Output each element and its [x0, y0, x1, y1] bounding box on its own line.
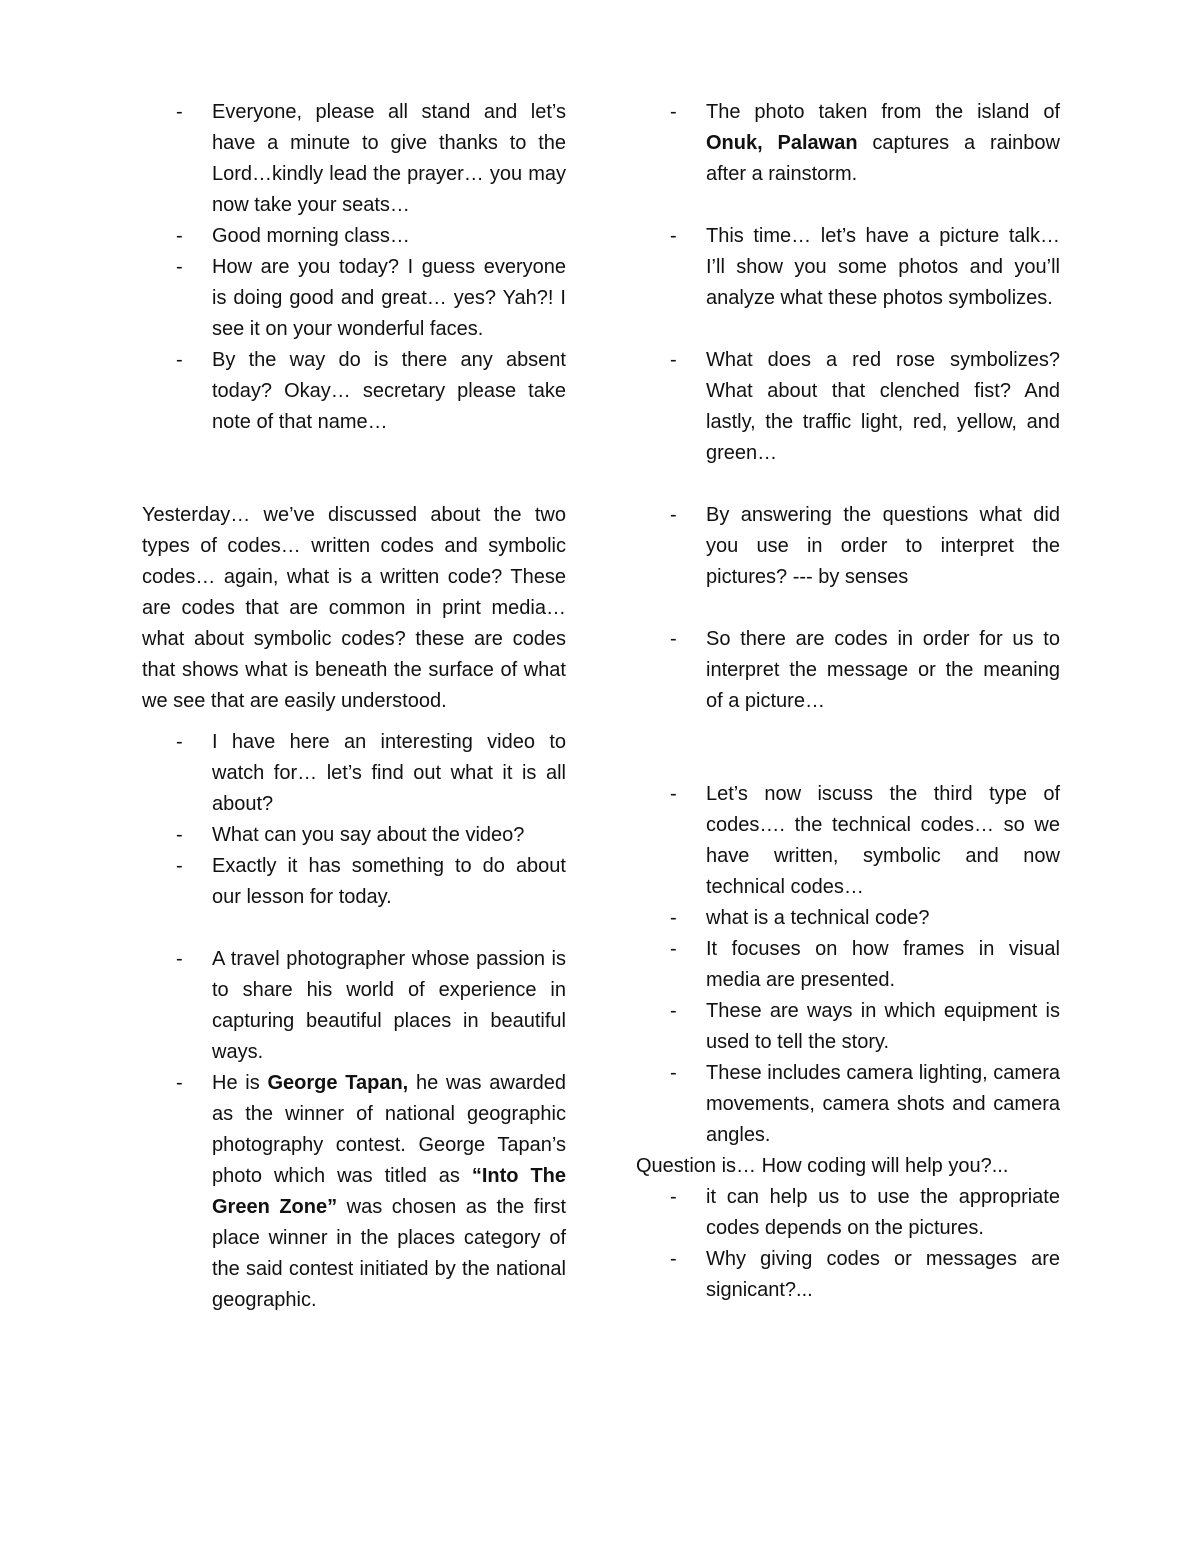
george-pre: He is [212, 1072, 268, 1094]
item-text: Good morning class… [212, 225, 410, 247]
item-text: Let’s now iscuss the third type of codes…. the technical codes… so we have written, symbolic and now technical codes… [706, 783, 1060, 898]
place-name: Onuk, Palawan [706, 132, 858, 154]
item-text: I have here an interesting video to watch for… let’s find out what it is all about? [212, 731, 566, 815]
item-text: By the way do is there any absent today? Okay… secretary please take note of that name… [212, 349, 566, 433]
list-item [636, 903, 1060, 934]
bullet-dash: - [176, 731, 183, 753]
bullet-dash: - [176, 855, 183, 877]
bullet-dash: - [670, 907, 677, 929]
bullet-dash: - [670, 628, 677, 650]
bullet-dash: - [670, 101, 677, 123]
bullet-dash: - [176, 349, 183, 371]
list-item [636, 221, 1060, 314]
bullet-dash: - [670, 1248, 677, 1270]
george-post: was chosen as the first place winner in the places category of the said contest initiated by the national geographic. [212, 1196, 567, 1311]
bullet-dash: - [176, 948, 183, 970]
bullet-dash: - [176, 1072, 183, 1094]
item-text: What does a red rose symbolizes? What about that clenched fist? And lastly, the traffic light, red, yellow, and green… [706, 349, 1060, 464]
list-item [636, 779, 1060, 903]
bullet-dash: - [176, 824, 183, 846]
recap-paragraph: Yesterday… we’ve discussed about the two types of codes… written codes and symbolic codes… again, what is a written code? These are codes that are common in print media… what about symbolic codes? these are codes that shows what is beneath the surface of what we see that are easily understood. [142, 504, 566, 712]
list-item [636, 934, 1060, 996]
list-item [636, 624, 1060, 717]
bullet-dash: - [670, 504, 677, 526]
list-item [142, 97, 566, 221]
item-text: Why giving codes or messages are signicant?... [706, 1248, 1060, 1301]
george-mid: he was awarded as the winner of national geographic photography contest. George Tapan’s photo which was titled as [212, 1072, 566, 1187]
item-text: By answering the questions what did you use in order to interpret the pictures? --- by senses [706, 504, 1060, 588]
photo-title: “Into The Green Zone” [212, 1165, 566, 1218]
bullet-dash: - [176, 225, 183, 247]
item-text: It focuses on how frames in visual media are presented. [706, 938, 1060, 991]
list-item [142, 221, 566, 252]
item-text: it can help us to use the appropriate codes depends on the pictures. [706, 1186, 1060, 1239]
item-text: what is a technical code? [706, 907, 930, 929]
bullet-dash: - [670, 1062, 677, 1084]
photo-pre: The photo taken from the island of [706, 101, 1060, 123]
left-column [142, 97, 566, 1316]
list-item [636, 345, 1060, 469]
item-text: These are ways in which equipment is used to tell the story. [706, 1000, 1060, 1053]
bullet-dash: - [670, 349, 677, 371]
item-text: Exactly it has something to do about our lesson for today. [212, 855, 566, 908]
list-item [636, 500, 1060, 593]
list-item [636, 996, 1060, 1058]
bullet-dash: - [670, 938, 677, 960]
list-item [142, 345, 566, 438]
bullet-dash: - [670, 1186, 677, 1208]
list-item [636, 97, 1060, 190]
bullet-dash: - [670, 783, 677, 805]
item-text: How are you today? I guess everyone is doing good and great… yes? Yah?! I see it on your wonderful faces. [212, 256, 566, 340]
item-text: Everyone, please all stand and let’s have a minute to give thanks to the Lord…kindly lead the prayer… you may now take your seats… [212, 101, 566, 216]
photographer-name: George Tapan, [267, 1072, 409, 1094]
list-item [142, 820, 566, 851]
bullet-dash: - [670, 1000, 677, 1022]
list-item [636, 1244, 1060, 1306]
list-item [636, 1058, 1060, 1151]
item-text: What can you say about the video? [212, 824, 525, 846]
list-item [142, 944, 566, 1068]
bullet-dash: - [670, 225, 677, 247]
item-text: These includes camera lighting, camera movements, camera shots and camera angles. [706, 1062, 1060, 1146]
item-text: So there are codes in order for us to interpret the message or the meaning of a picture… [706, 628, 1060, 712]
item-text: A travel photographer whose passion is to share his world of experience in capturing beautiful places in beautiful ways. [212, 948, 566, 1063]
list-item [142, 1068, 566, 1316]
list-item [142, 252, 566, 345]
bullet-dash: - [176, 256, 183, 278]
item-text: This time… let’s have a picture talk… I’ll show you some photos and you’ll analyze what these photos symbolizes. [706, 225, 1060, 309]
bullet-dash: - [176, 101, 183, 123]
right-column [636, 97, 1060, 1306]
list-item [142, 727, 566, 820]
list-item [636, 1182, 1060, 1244]
photo-post: captures a rainbow after a rainstorm. [706, 132, 1060, 185]
list-item [142, 851, 566, 913]
question-paragraph: Question is… How coding will help you?... [636, 1155, 1009, 1177]
